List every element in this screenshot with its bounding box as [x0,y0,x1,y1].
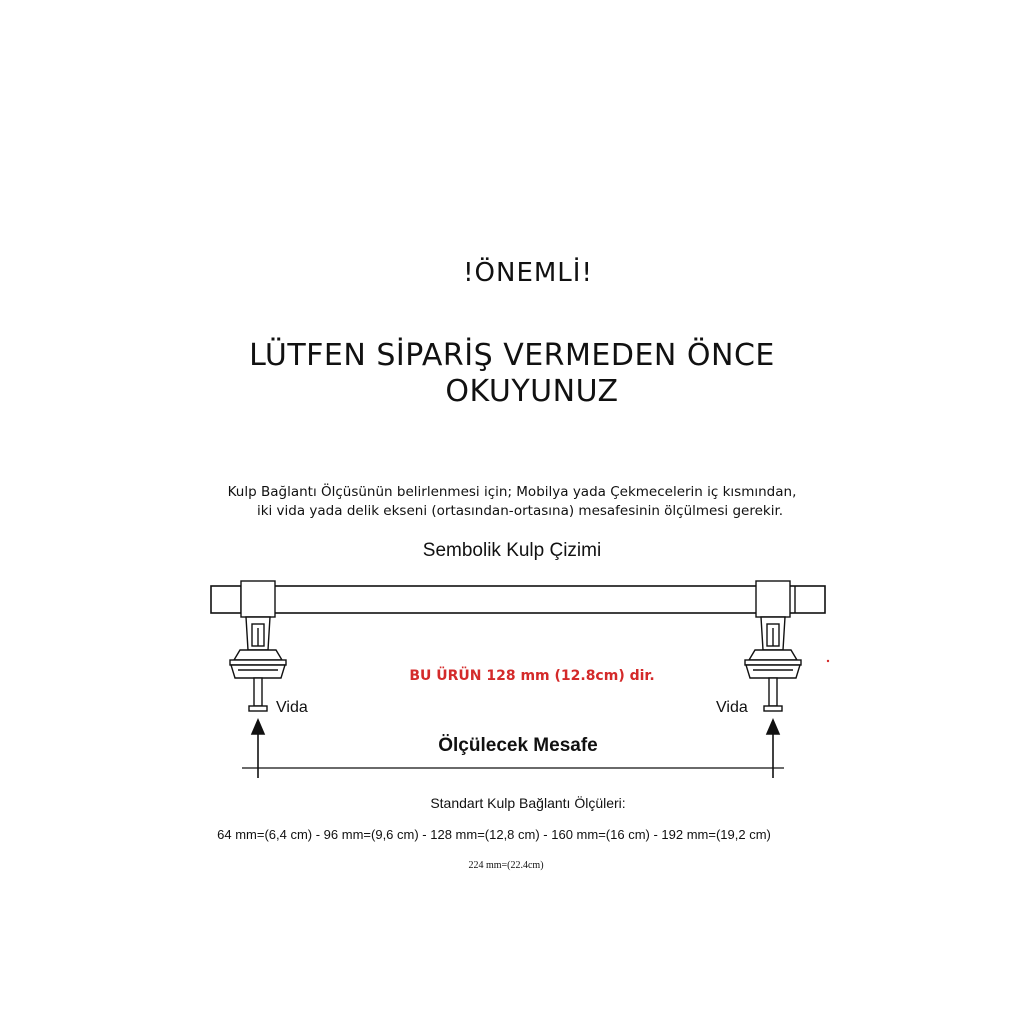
instruction-line-2: iki vida yada delik ekseni (ortasından-ortasına) mesafesinin ölçülmesi gerekir. [256,503,784,519]
instruction-line-1: Kulp Bağlantı Ölçüsünün belirlenmesi için; Mobilya yada Çekmecelerin iç kısmından, [227,484,797,500]
standard-sizes-title: Standart Kulp Bağlantı Ölçüleri: [430,795,626,811]
product-size-note: BU ÜRÜN 128 mm (12.8cm) dir. [409,668,655,684]
headline-line-1: LÜTFEN SİPARİŞ VERMEDEN ÖNCE [249,338,775,373]
red-dot [827,660,829,662]
screw-label-left: Vida [276,699,308,716]
standard-sizes-list: 64 mm=(6,4 cm) - 96 mm=(9,6 cm) - 128 mm=(12,8 cm) - 160 mm=(16 cm) - 192 mm=(19,2 cm) [217,827,771,842]
screw-label-right: Vida [716,699,748,716]
warning-title: !ÖNEMLİ! [463,258,593,288]
handle-bar [211,586,825,613]
headline-line-2: OKUYUNUZ [445,374,619,409]
diagram-title: Sembolik Kulp Çizimi [422,540,602,561]
extra-size: 224 mm=(22.4cm) [468,860,544,871]
measure-distance-label: Ölçülecek Mesafe [438,735,598,756]
